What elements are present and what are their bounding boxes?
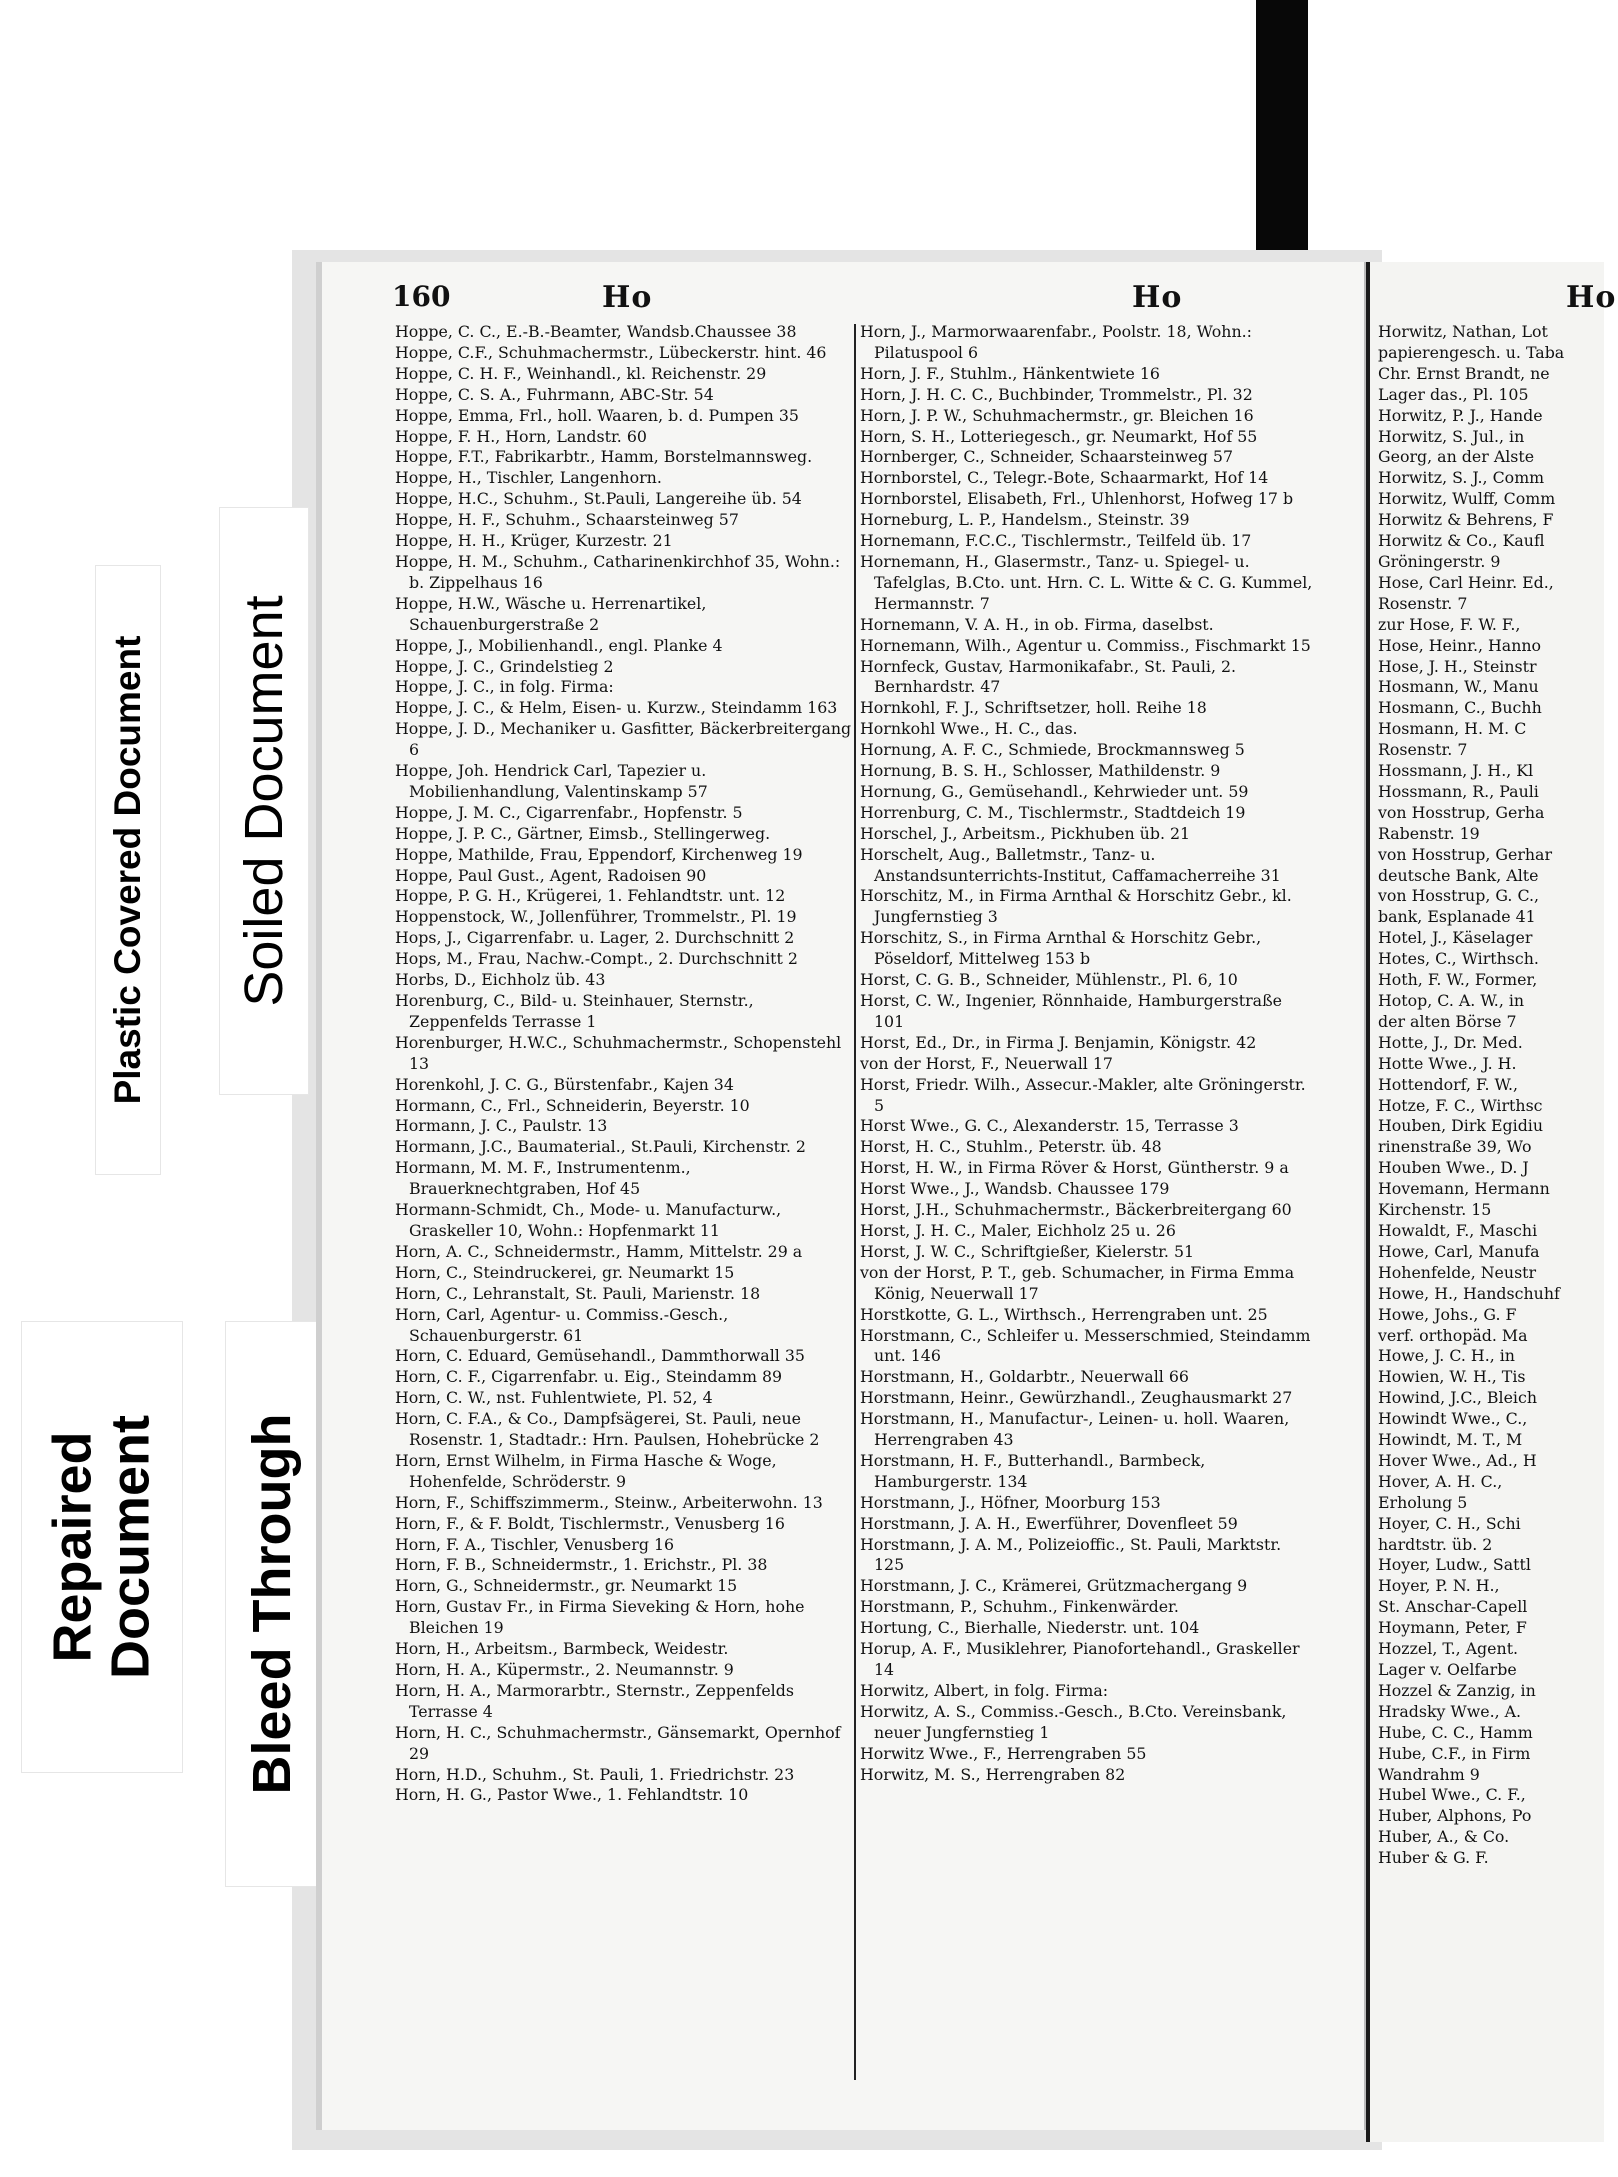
directory-page	[316, 262, 1364, 2130]
directory-entry: Hosmann, W., Manu	[1378, 677, 1539, 697]
directory-entry: Horn, C., Steindruckerei, gr. Neumarkt 15	[395, 1262, 735, 1282]
directory-entry: Horn, H. G., Pastor Wwe., 1. Fehlandtstr. 10	[395, 1785, 749, 1805]
directory-entry: Hotes, C., Wirthsch.	[1378, 949, 1539, 969]
directory-entry: Hotop, C. A. W., in	[1378, 991, 1525, 1010]
directory-entry: Horn, Ernst Wilhelm, in Firma Hasche & Woge, Hohenfelde, Schröderstr. 9	[395, 1450, 777, 1491]
directory-entry: von Hosstrup, Gerhar	[1378, 844, 1553, 864]
directory-entry: Horstmann, H., Goldarbtr., Neuerwall 66	[860, 1367, 1189, 1387]
directory-entry: bank, Esplanade 41	[1378, 907, 1536, 927]
directory-entry: Horst, H. W., in Firma Röver & Horst, Güntherstr. 9 a	[860, 1158, 1289, 1178]
directory-entry: Hohenfelde, Neustr	[1378, 1262, 1537, 1282]
directory-entry: Houben, Dirk Egidiu	[1378, 1116, 1544, 1136]
directory-entry: Hotel, J., Käselager	[1378, 928, 1533, 948]
directory-entry: Wandrahm 9	[1378, 1764, 1480, 1784]
directory-entry: Horenkohl, J. C. G., Bürstenfabr., Kajen 34	[395, 1074, 734, 1094]
directory-entry: Hoppe, J. C., & Helm, Eisen- u. Kurzw., Steindamm 163	[395, 698, 838, 718]
directory-entry: Horn, F., & F. Boldt, Tischlermstr., Venusberg 16	[395, 1513, 785, 1533]
directory-entry: Howindt Wwe., C.,	[1378, 1409, 1528, 1429]
directory-entry: Horwitz Wwe., F., Herrengraben 55	[860, 1743, 1147, 1763]
directory-entry: Howind, J.C., Bleich	[1378, 1388, 1537, 1408]
directory-entry: Hose, Heinr., Hanno	[1378, 635, 1542, 655]
directory-entry: Hoppe, J. P. C., Gärtner, Eimsb., Stellingerweg.	[395, 823, 771, 843]
directory-entry: Hoymann, Peter, F	[1378, 1618, 1527, 1638]
directory-entry: verf. orthopäd. Ma	[1378, 1325, 1528, 1345]
directory-entry: Hover, A. H. C.,	[1378, 1471, 1503, 1491]
directory-entry: von Hosstrup, Gerha	[1378, 802, 1545, 822]
repaired-document-text	[44, 1415, 161, 1679]
directory-entry: Hozzel, T., Agent.	[1378, 1639, 1519, 1659]
directory-entry: Hornberger, C., Schneider, Schaarsteinweg 57	[860, 447, 1234, 467]
directory-entry: Horn, C. F., Cigarrenfabr. u. Eig., Steindamm 89	[395, 1367, 783, 1387]
directory-entry: Hoppe, H., Tischler, Langenhorn.	[395, 468, 662, 488]
directory-entry: Horn, H. A., Küpermstr., 2. Neumannstr. 9	[395, 1660, 734, 1679]
directory-entry: Horn, F., Schiffszimmerm., Steinw., Arbeiterwohn. 13	[395, 1492, 823, 1512]
directory-entry: Hoppe, H.C., Schuhm., St.Pauli, Langereihe üb. 54	[395, 489, 802, 509]
directory-entry: Hoppe, F. H., Horn, Landstr. 60	[395, 426, 647, 446]
directory-entry: Hoppe, C.F., Schuhmachermstr., Lübeckerstr. hint. 46	[395, 342, 827, 362]
directory-entry: Erholung 5	[1378, 1492, 1468, 1512]
directory-entry: Hoppe, C. S. A., Fuhrmann, ABC-Str. 54	[395, 384, 714, 404]
directory-entry: Horn, A. C., Schneidermstr., Hamm, Mittelstr. 29 a	[395, 1241, 803, 1261]
repaired-line-2: Document	[101, 1414, 161, 1680]
directory-entry: Hoyer, P. N. H.,	[1378, 1576, 1500, 1596]
directory-entry: Horn, J. P. W., Schuhmachermstr., gr. Bleichen 16	[860, 405, 1254, 425]
directory-entry: Horst, J. H. C., Maler, Eichholz 25 u. 26	[860, 1220, 1176, 1240]
directory-entry: Rosenstr. 7	[1378, 740, 1468, 760]
directory-entry: Hoth, F. W., Former,	[1378, 970, 1538, 990]
directory-entry: Howindt, M. T., M	[1378, 1430, 1523, 1450]
directory-entry: Rosenstr. 7	[1378, 593, 1468, 613]
directory-entry: Hoppe, C. C., E.-B.-Beamter, Wandsb.Chaussee 38	[395, 322, 797, 341]
directory-entry: papierengesch. u. Taba	[1378, 342, 1565, 362]
directory-entry: Hube, C. C., Hamm	[1378, 1722, 1533, 1742]
directory-entry: Howe, H., Handschuhf	[1378, 1283, 1560, 1303]
directory-entry: Hovemann, Hermann	[1378, 1179, 1550, 1199]
directory-entry: Hornemann, F.C.C., Tischlermstr., Teilfeld üb. 17	[860, 531, 1252, 551]
directory-entry: Huber, A., & Co.	[1378, 1827, 1510, 1847]
directory-entry: Hose, J. H., Steinstr	[1378, 656, 1537, 676]
repaired-line-1: Repaired	[42, 1431, 103, 1663]
directory-entry: Hormann, M. M. F., Instrumentenm., Brauerknechtgraben, Hof 45	[395, 1158, 691, 1199]
directory-entry: Hover Wwe., Ad., H	[1378, 1450, 1537, 1470]
directory-entry: Georg, an der Alste	[1378, 447, 1535, 467]
bleed-through-text: Bleed Through	[241, 1413, 302, 1795]
directory-entry: Hoppe, J., Mobilienhandl., engl. Planke 4	[395, 635, 723, 655]
directory-entry: Horn, H.D., Schuhm., St. Pauli, 1. Friedrichstr. 23	[395, 1764, 795, 1784]
directory-entry: Horn, C., Lehranstalt, St. Pauli, Marienstr. 18	[395, 1283, 761, 1303]
directory-entry: Horstkotte, G. L., Wirthsch., Herrengraben unt. 25	[860, 1304, 1268, 1324]
directory-entry: Horn, J. H. C. C., Buchbinder, Trommelstr., Pl. 32	[860, 384, 1253, 404]
directory-entry: Horn, S. H., Lotteriegesch., gr. Neumarkt, Hof 55	[860, 426, 1258, 446]
directory-entry: Hoppe, Mathilde, Frau, Eppendorf, Kirchenweg 19	[395, 844, 803, 864]
directory-entry: Horstmann, J., Höfner, Moorburg 153	[860, 1492, 1161, 1512]
directory-entry: Hose, Carl Heinr. Ed.,	[1378, 572, 1554, 592]
running-head-left: Ho	[602, 280, 653, 315]
directory-entry: Rabenstr. 19	[1378, 823, 1480, 843]
directory-entry: Hoppe, J. D., Mechaniker u. Gasfitter, Bäckerbreitergang 6	[395, 719, 852, 760]
directory-entry: rinenstraße 39, Wo	[1378, 1137, 1532, 1157]
directory-entry: Horst Wwe., G. C., Alexanderstr. 15, Terrasse 3	[860, 1116, 1239, 1136]
directory-entry: Hornborstel, C., Telegr.-Bote, Schaarmarkt, Hof 14	[860, 468, 1269, 488]
directory-entry: Hoppe, H. F., Schuhm., Schaarsteinweg 57	[395, 510, 739, 530]
directory-entry: Hops, J., Cigarrenfabr. u. Lager, 2. Durchschnitt 2	[395, 928, 795, 948]
directory-entry: hardtstr. üb. 2	[1378, 1534, 1493, 1554]
plastic-covered-text: Plastic Covered Document	[107, 635, 149, 1105]
directory-entry: von der Horst, F., Neuerwall 17	[860, 1053, 1113, 1073]
directory-entry: Hossmann, R., Pauli	[1378, 781, 1539, 801]
directory-entry: Hornkohl, F. J., Schriftsetzer, holl. Reihe 18	[860, 698, 1207, 718]
directory-entry: Horstmann, Heinr., Gewürzhandl., Zeughausmarkt 27	[860, 1388, 1293, 1408]
bleed-through-label	[226, 1322, 318, 1886]
directory-entry: Horwitz, Nathan, Lot	[1378, 322, 1548, 341]
directory-entry: Hoppenstock, W., Jollenführer, Trommelstr., Pl. 19	[395, 907, 797, 927]
directory-entry: Hradsky Wwe., A.	[1378, 1701, 1522, 1721]
directory-entry: Howe, Johs., G. F	[1378, 1304, 1517, 1324]
directory-entry: Chr. Ernst Brandt, ne	[1378, 363, 1550, 383]
directory-entry: Hubel Wwe., C. F.,	[1378, 1785, 1526, 1805]
directory-entry: Hozzel & Zanzig, in	[1378, 1680, 1536, 1700]
directory-entry: Horwitz, A. S., Commiss.-Gesch., B.Cto. Vereinsbank, neuer Jungfernstieg 1	[860, 1701, 1287, 1742]
directory-entry: Horst, Friedr. Wilh., Assecur.-Makler, alte Gröningerstr. 5	[860, 1074, 1306, 1115]
directory-entry: Horwitz, P. J., Hande	[1378, 405, 1543, 425]
directory-entry: Hoppe, Paul Gust., Agent, Radoisen 90	[395, 865, 707, 885]
directory-entry: Hoppe, H. M., Schuhm., Catharinenkirchhof 35, Wohn.: b. Zippelhaus 16	[395, 551, 841, 592]
directory-entry: Horn, Carl, Agentur- u. Commiss.-Gesch., Schauenburgerstr. 61	[395, 1304, 729, 1345]
directory-entry: Huber, Alphons, Po	[1378, 1806, 1532, 1826]
directory-entry: Horstmann, C., Schleifer u. Messerschmied, Steindamm unt. 146	[860, 1325, 1311, 1366]
directory-entry: Horstmann, H. F., Butterhandl., Barmbeck, Hamburgerstr. 134	[860, 1450, 1206, 1491]
directory-entry: Horup, A. F., Musiklehrer, Pianofortehandl., Graskeller 14	[860, 1639, 1300, 1679]
directory-entry: Hornemann, H., Glasermstr., Tanz- u. Spiegel- u. Tafelglas, B.Cto. unt. Hrn. C. L. Witte & C. G. Kummel, Hermannstr. 7	[860, 551, 1313, 613]
directory-entry: Howien, W. H., Tis	[1378, 1367, 1526, 1387]
directory-entry: Horenburg, C., Bild- u. Steinhauer, Sternstr., Zeppenfelds Terrasse 1	[395, 991, 754, 1031]
directory-entry: Horst, Ed., Dr., in Firma J. Benjamin, Königstr. 42	[860, 1032, 1257, 1052]
directory-entry: Hoppe, Joh. Hendrick Carl, Tapezier u. Mobilienhandlung, Valentinskamp 57	[395, 761, 708, 801]
plastic-covered-label	[96, 566, 160, 1174]
directory-entry: Horrenburg, C. M., Tischlermstr., Stadtdeich 19	[860, 802, 1246, 822]
directory-entry: Hornfeck, Gustav, Harmonikafabr., St. Pauli, 2. Bernhardstr. 47	[860, 656, 1237, 697]
repaired-document-label	[22, 1322, 182, 1772]
column-divider	[854, 324, 856, 2080]
directory-entry: Horwitz, S. Jul., in	[1378, 426, 1525, 446]
directory-entry: Huber & G. F.	[1378, 1848, 1489, 1868]
directory-entry: Hube, C.F., in Firm	[1378, 1743, 1531, 1763]
directory-entry: Horn, F. A., Tischler, Venusberg 16	[395, 1534, 675, 1554]
page-header	[392, 280, 1183, 320]
directory-entry: Kirchenstr. 15	[1378, 1200, 1492, 1220]
directory-entry: Horn, F. B., Schneidermstr., 1. Erichstr., Pl. 38	[395, 1555, 768, 1575]
page-number: 160	[392, 280, 451, 313]
directory-entry: Horst, H. C., Stuhlm., Peterstr. üb. 48	[860, 1137, 1162, 1157]
directory-entry: Hoyer, Ludw., Sattl	[1378, 1555, 1531, 1575]
directory-entry: Horstmann, P., Schuhm., Finkenwärder.	[860, 1597, 1179, 1617]
directory-entry: Horn, H. A., Marmorarbtr., Sternstr., Zeppenfelds Terrasse 4	[395, 1680, 794, 1721]
directory-entry: Horneburg, L. P., Handelsm., Steinstr. 39	[860, 510, 1190, 530]
directory-entry: Howaldt, F., Maschi	[1378, 1220, 1538, 1240]
directory-entry: Gröningerstr. 9	[1378, 551, 1501, 571]
directory-entry: Hossmann, J. H., Kl	[1378, 761, 1534, 781]
directory-entry: Hornborstel, Elisabeth, Frl., Uhlenhorst, Hofweg 17 b	[860, 489, 1294, 509]
directory-entry: Horwitz & Behrens, F	[1378, 510, 1554, 530]
directory-entry: Hops, M., Frau, Nachw.-Compt., 2. Durchschnitt 2	[395, 949, 798, 969]
directory-entry: Hornemann, Wilh., Agentur u. Commiss., Fischmarkt 15	[860, 635, 1311, 655]
directory-entry: Horn, H. C., Schuhmachermstr., Gänsemarkt, Opernhof 29	[395, 1722, 841, 1763]
adjacent-page	[1366, 262, 1617, 2142]
directory-entry: zur Hose, F. W. F.,	[1378, 614, 1521, 634]
directory-entry: Hoppe, F.T., Fabrikarbtr., Hamm, Borstelmannsweg.	[395, 447, 813, 467]
directory-entry: Horn, C. Eduard, Gemüsehandl., Dammthorwall 35	[395, 1346, 805, 1366]
directory-entry: Hoppe, H.W., Wäsche u. Herrenartikel, Schauenburgerstraße 2	[395, 593, 707, 634]
directory-entry: Hornkohl Wwe., H. C., das.	[860, 719, 1078, 739]
directory-entry: Horn, C. F.A., & Co., Dampfsägerei, St. Pauli, neue Rosenstr. 1, Stadtadr.: Hrn. Paulsen, Hohebrücke 2	[395, 1409, 820, 1450]
directory-entry: Horn, H., Arbeitsm., Barmbeck, Weidestr.	[395, 1639, 729, 1659]
directory-entry: Hotze, F. C., Wirthsc	[1378, 1095, 1543, 1115]
directory-entry: Hoppe, J. C., in folg. Firma:	[395, 677, 614, 697]
soiled-document-label	[220, 508, 308, 1094]
directory-entry: Lager das., Pl. 105	[1378, 384, 1529, 404]
directory-entry: Hosmann, H. M. C	[1378, 719, 1527, 739]
directory-entry: Hornemann, V. A. H., in ob. Firma, daselbst.	[860, 614, 1214, 634]
directory-entry: Hoppe, Emma, Frl., holl. Waaren, b. d. Pumpen 35	[395, 405, 799, 425]
left-column	[395, 322, 853, 1806]
directory-entry: Horstmann, H., Manufactur-, Leinen- u. holl. Waaren, Herrengraben 43	[860, 1409, 1290, 1450]
directory-entry: deutsche Bank, Alte	[1378, 865, 1539, 885]
directory-entry: Horstmann, J. A. M., Polizeioffic., St. Pauli, Marktstr. 125	[860, 1534, 1282, 1575]
directory-entry: der alten Börse 7	[1378, 1011, 1517, 1031]
directory-entry: Horenburger, H.W.C., Schuhmachermstr., Schopenstehl 13	[395, 1032, 842, 1073]
directory-entry: Howe, J. C. H., in	[1378, 1346, 1515, 1366]
directory-entry: Horn, Gustav Fr., in Firma Sieveking & Horn, hohe Bleichen 19	[395, 1597, 805, 1638]
directory-entry: von der Horst, P. T., geb. Schumacher, in Firma Emma König, Neuerwall 17	[860, 1262, 1295, 1303]
directory-entry: Horst, J. W. C., Schriftgießer, Kielerstr. 51	[860, 1241, 1195, 1261]
directory-entry: Horst, C. W., Ingenier, Rönnhaide, Hamburgerstraße 101	[860, 991, 1282, 1031]
directory-entry: Horwitz & Co., Kaufl	[1378, 531, 1545, 551]
directory-entry: Hormann, C., Frl., Schneiderin, Beyerstr. 10	[395, 1095, 750, 1115]
directory-entry: Hormann, J.C., Baumaterial., St.Pauli, Kirchenstr. 2	[395, 1137, 806, 1157]
directory-entry: Horstmann, J. C., Krämerei, Grützmachergang 9	[860, 1576, 1248, 1596]
directory-entry: Horstmann, J. A. H., Ewerführer, Dovenfleet 59	[860, 1513, 1238, 1533]
directory-entry: Horn, C. W., nst. Fuhlentwiete, Pl. 52, 4	[395, 1388, 713, 1408]
directory-entry: Horst Wwe., J., Wandsb. Chaussee 179	[860, 1179, 1170, 1199]
right-column	[860, 322, 1316, 1785]
directory-entry: Horbs, D., Eichholz üb. 43	[395, 970, 606, 990]
running-head-right: Ho	[1132, 280, 1183, 315]
directory-entry: Hoppe, C. H. F., Weinhandl., kl. Reichenstr. 29	[395, 363, 767, 383]
directory-entry: Hosmann, C., Buchh	[1378, 698, 1542, 718]
directory-entry: Hoyer, C. H., Schi	[1378, 1513, 1521, 1533]
directory-entry: Horwitz, Wulff, Comm	[1378, 489, 1556, 509]
directory-entry: Horn, J., Marmorwaarenfabr., Poolstr. 18, Wohn.: Pilatuspool 6	[860, 322, 1252, 362]
adjacent-running-head: Ho	[1566, 280, 1617, 315]
directory-entry: Horschelt, Aug., Balletmstr., Tanz- u. Anstandsunterrichts-Institut, Caffamacherreihe 31	[860, 844, 1281, 885]
directory-entry: Horwitz, M. S., Herrengraben 82	[860, 1764, 1126, 1784]
soiled-document-text: Soiled Document	[233, 595, 294, 1007]
directory-entry: Hotte Wwe., J. H.	[1378, 1053, 1517, 1073]
directory-entry: Lager v. Oelfarbe	[1378, 1660, 1517, 1679]
directory-entry: Hoppe, H. H., Krüger, Kurzestr. 21	[395, 531, 673, 551]
directory-entry: Hotte, J., Dr. Med.	[1378, 1032, 1523, 1052]
directory-entry: Horn, J. F., Stuhlm., Hänkentwiete 16	[860, 363, 1160, 383]
directory-entry: Hornung, B. S. H., Schlosser, Mathildenstr. 9	[860, 761, 1221, 781]
directory-entry: Hormann-Schmidt, Ch., Mode- u. Manufacturw., Graskeller 10, Wohn.: Hopfenmarkt 11	[395, 1200, 782, 1240]
directory-entry: von Hosstrup, G. C.,	[1378, 886, 1540, 906]
directory-entry: Houben Wwe., D. J	[1378, 1158, 1529, 1178]
directory-entry: Horn, G., Schneidermstr., gr. Neumarkt 15	[395, 1576, 738, 1596]
directory-entry: Hortung, C., Bierhalle, Niederstr. unt. 104	[860, 1618, 1200, 1638]
directory-entry: Horwitz, Albert, in folg. Firma:	[860, 1680, 1109, 1700]
directory-entry: Hornung, A. F. C., Schmiede, Brockmannsweg 5	[860, 740, 1245, 760]
directory-entry: Hoppe, J. M. C., Cigarrenfabr., Hopfenstr. 5	[395, 802, 743, 822]
directory-entry: Horst, J.H., Schuhmachermstr., Bäckerbreitergang 60	[860, 1200, 1292, 1220]
directory-entry: Hornung, G., Gemüsehandl., Kehrwieder unt. 59	[860, 781, 1249, 801]
adjacent-column	[1378, 322, 1618, 1869]
directory-entry: Hoppe, J. C., Grindelstieg 2	[395, 656, 614, 676]
directory-entry: Howe, Carl, Manufa	[1378, 1241, 1540, 1261]
directory-entry: St. Anschar-Capell	[1378, 1597, 1528, 1617]
directory-entry: Hoppe, P. G. H., Krügerei, 1. Fehlandtstr. unt. 12	[395, 886, 786, 906]
directory-entry: Hottendorf, F. W.,	[1378, 1074, 1519, 1094]
directory-entry: Horst, C. G. B., Schneider, Mühlenstr., Pl. 6, 10	[860, 970, 1238, 990]
directory-entry: Hormann, J. C., Paulstr. 13	[395, 1116, 608, 1136]
directory-entry: Horschitz, S., in Firma Arnthal & Horschitz Gebr., Pöseldorf, Mittelweg 153 b	[860, 928, 1262, 969]
directory-entry: Horschel, J., Arbeitsm., Pickhuben üb. 21	[860, 823, 1191, 843]
directory-entry: Horwitz, S. J., Comm	[1378, 468, 1545, 488]
directory-entry: Horschitz, M., in Firma Arnthal & Horschitz Gebr., kl. Jungfernstieg 3	[860, 886, 1292, 927]
